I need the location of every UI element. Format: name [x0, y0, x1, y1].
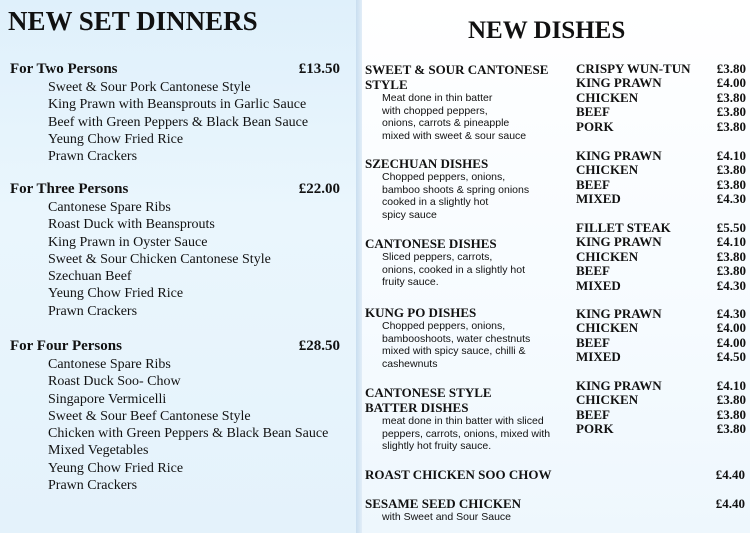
section-title: SWEET & SOUR CANTONESE STYLE [365, 62, 549, 92]
new-dishes-page [362, 0, 750, 533]
set-four-persons [10, 337, 340, 494]
section-options [576, 149, 746, 207]
section-desc: Chopped peppers, onions, bambooshoots, water chestnuts mixed with spicy sauce, chilli & cashewnuts [382, 320, 531, 370]
section-desc: meat done in thin batter with sliced peppers, carrots, onions, mixed with slightly hot fruity sauce. [382, 415, 551, 452]
set-item: Cantonese Spare Ribs [48, 200, 171, 215]
set-price: £28.50 [298, 338, 340, 354]
new-dishes-title: NEW DISHES [468, 17, 626, 44]
set-name: For Four Persons [10, 338, 122, 354]
dish-option: FILLET STEAK £5.50 [576, 220, 746, 235]
set-item: Yeung Chow Fried Rice [48, 131, 184, 147]
set-name: For Three Persons [10, 181, 129, 197]
section-options [576, 379, 746, 437]
section-options [576, 62, 746, 134]
set-price: £22.00 [298, 181, 340, 197]
dish-option: MIXED £4.30 [576, 277, 746, 293]
dish-option: CRISPY WUN-TUN £3.80 [576, 61, 746, 76]
dish-option: KING PRAWN £4.10 [576, 148, 746, 163]
section-desc: Meat done in thin batter with chopped peppers, onions, carrots & pineapple mixed with sweet & sour sauce [382, 92, 527, 142]
set-name: For Two Persons [10, 61, 118, 77]
set-item: King Prawn with Beansprouts in Garlic Sauce [48, 97, 307, 113]
dish-price: £4.40 [715, 467, 745, 482]
dish-option: KING PRAWN £4.30 [576, 306, 746, 321]
dish-option: BEEF £3.80 [576, 176, 746, 192]
section-desc: Sliced peppers, carrots, onions, cooked in a slightly hot fruity sauce. [382, 251, 526, 288]
dish-option: KING PRAWN £4.00 [576, 75, 746, 91]
set-three-persons [10, 180, 340, 320]
dish-option: MIXED £4.30 [576, 191, 746, 207]
section-options [576, 221, 746, 293]
dish-option: MIXED £4.50 [576, 349, 746, 365]
dish-option: BEEF £3.80 [576, 263, 746, 279]
dish-option: CHICKEN £3.80 [576, 248, 746, 264]
dish-name: SESAME SEED CHICKEN [365, 496, 522, 511]
set-item: Yeung Chow Fried Rice [48, 286, 184, 302]
single-dish [365, 467, 745, 483]
set-item: Cantonese Spare Ribs [48, 357, 171, 372]
set-item: Roast Duck Soo- Chow [48, 374, 181, 390]
set-item: Mixed Vegetables [48, 443, 149, 459]
section-desc: Chopped peppers, onions, bamboo shoots & spring onions cooked in a slightly hot spicy sauce [382, 171, 530, 221]
set-item: King Prawn in Oyster Sauce [48, 234, 208, 250]
dish-option: BEEF £3.80 [576, 406, 746, 422]
dish-option: CHICKEN £4.00 [576, 320, 746, 336]
dish-option: KING PRAWN £4.10 [576, 234, 746, 250]
set-item: Prawn Crackers [48, 303, 138, 319]
section-options [576, 307, 746, 365]
set-item: Prawn Crackers [48, 149, 138, 165]
set-item: Roast Duck with Beansprouts [48, 217, 215, 233]
set-item: Yeung Chow Fried Rice [48, 460, 184, 476]
set-dinners-title: NEW SET DINNERS [8, 6, 258, 36]
dish-option: PORK £3.80 [576, 421, 746, 437]
set-item: Sweet & Sour Beef Cantonese Style [48, 408, 251, 424]
set-two-persons [10, 60, 340, 165]
section-title: CANTONESE DISHES [365, 236, 497, 251]
single-dish [365, 496, 745, 512]
section-title: KUNG PO DISHES [365, 305, 477, 320]
set-item: Szechuan Beef [48, 269, 132, 285]
dish-option: CHICKEN £3.80 [576, 89, 746, 105]
dish-option: BEEF £3.80 [576, 104, 746, 120]
section-title: CANTONESE STYLE BATTER DISHES [365, 385, 492, 415]
set-dinners-page [0, 0, 362, 533]
set-item: Beef with Green Peppers & Black Bean Sauce [48, 114, 309, 130]
set-price: £13.50 [298, 61, 340, 77]
dish-price: £4.40 [715, 496, 745, 511]
dish-option: KING PRAWN £4.10 [576, 378, 746, 393]
set-item: Chicken with Green Peppers & Black Bean Sauce [48, 426, 329, 442]
section-title: SZECHUAN DISHES [365, 156, 489, 171]
set-item: Sweet & Sour Chicken Cantonese Style [48, 251, 271, 267]
dish-option: PORK £3.80 [576, 118, 746, 134]
dish-name: ROAST CHICKEN SOO CHOW [365, 467, 552, 482]
set-item: Prawn Crackers [48, 478, 138, 494]
dish-option: CHICKEN £3.80 [576, 392, 746, 408]
set-item: Sweet & Sour Pork Cantonese Style [48, 80, 251, 95]
dish-option: BEEF £4.00 [576, 334, 746, 350]
set-item: Singapore Vermicelli [48, 391, 167, 407]
dish-desc: with Sweet and Sour Sauce [382, 511, 511, 523]
dish-option: CHICKEN £3.80 [576, 162, 746, 178]
